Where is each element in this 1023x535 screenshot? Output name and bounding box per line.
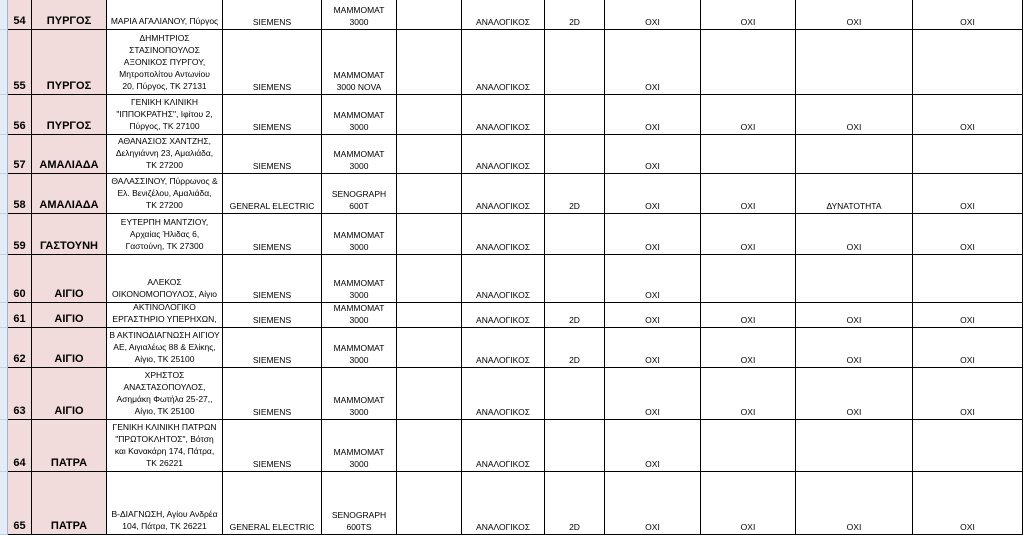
status-cell-1[interactable]: ΟΧΙ [605,214,701,255]
status-cell-4[interactable]: ΟΧΙ [913,368,1023,420]
row-header[interactable] [0,368,8,420]
model-cell[interactable]: MAMMOMAT 3000 [322,368,397,420]
row-number-cell[interactable]: 65 [8,472,32,535]
town-cell[interactable]: ΑΙΓΙΟ [32,255,107,303]
status-cell-3[interactable] [796,135,913,174]
status-cell-2[interactable] [701,30,796,95]
type-cell[interactable]: ΑΝΑΛΟΓΙΚΟΣ [462,303,545,328]
row-header[interactable] [0,95,8,135]
manufacturer-cell[interactable]: GENERAL ELECTRIC [223,174,322,214]
manufacturer-cell[interactable]: SIEMENS [223,255,322,303]
status-cell-4[interactable]: ΟΧΙ [913,214,1023,255]
lab-address-cell[interactable]: ΜΑΡΙΑ ΑΓΑΛΙΑΝΟΥ, Πύργος [107,0,223,30]
status-cell-3[interactable]: ΟΧΙ [796,95,913,135]
empty-cell[interactable] [397,0,462,30]
row-header[interactable] [0,303,8,328]
status-cell-4[interactable] [913,420,1023,472]
type-cell[interactable]: ΑΝΑΛΟΓΙΚΟΣ [462,328,545,368]
model-cell[interactable]: MAMMOMAT 3000 [322,255,397,303]
model-cell[interactable]: MAMMOMAT 3000 [322,214,397,255]
status-cell-1[interactable]: ΟΧΙ [605,420,701,472]
town-cell[interactable]: ΑΙΓΙΟ [32,368,107,420]
row-number-cell[interactable]: 58 [8,174,32,214]
manufacturer-cell[interactable]: SIEMENS [223,0,322,30]
status-cell-2[interactable]: ΟΧΙ [701,328,796,368]
empty-cell[interactable] [397,420,462,472]
status-cell-3[interactable] [796,420,913,472]
dimension-cell[interactable] [545,368,605,420]
status-cell-2[interactable]: ΟΧΙ [701,174,796,214]
type-cell[interactable]: ΑΝΑΛΟΓΙΚΟΣ [462,0,545,30]
dimension-cell[interactable]: 2D [545,328,605,368]
status-cell-3[interactable]: ΟΧΙ [796,303,913,328]
type-cell[interactable]: ΑΝΑΛΟΓΙΚΟΣ [462,95,545,135]
dimension-cell[interactable]: 2D [545,472,605,535]
row-number-cell[interactable]: 54 [8,0,32,30]
manufacturer-cell[interactable]: SIEMENS [223,303,322,328]
empty-cell[interactable] [397,255,462,303]
status-cell-4[interactable] [913,135,1023,174]
row-number-cell[interactable]: 61 [8,303,32,328]
lab-address-cell[interactable]: ΑΘΑΝΑΣΙΟΣ ΧΑΝΤΖΗΣ, Δεληγιάννη 23, Αμαλιάδα, ΤΚ 27200 [107,135,223,174]
dimension-cell[interactable]: 2D [545,174,605,214]
model-cell[interactable]: SENOGRAPH 600TS [322,472,397,535]
status-cell-4[interactable]: ΟΧΙ [913,95,1023,135]
status-cell-2[interactable] [701,135,796,174]
type-cell[interactable]: ΑΝΑΛΟΓΙΚΟΣ [462,255,545,303]
status-cell-1[interactable]: ΟΧΙ [605,95,701,135]
type-cell[interactable]: ΑΝΑΛΟΓΙΚΟΣ [462,30,545,95]
status-cell-4[interactable]: ΟΧΙ [913,174,1023,214]
row-header[interactable] [0,174,8,214]
row-number-cell[interactable]: 56 [8,95,32,135]
status-cell-4[interactable]: ΟΧΙ [913,0,1023,30]
status-cell-1[interactable]: ΟΧΙ [605,0,701,30]
status-cell-1[interactable]: ΟΧΙ [605,135,701,174]
dimension-cell[interactable] [545,135,605,174]
status-cell-2[interactable]: ΟΧΙ [701,472,796,535]
row-header[interactable] [0,214,8,255]
empty-cell[interactable] [397,303,462,328]
status-cell-3[interactable]: ΟΧΙ [796,214,913,255]
type-cell[interactable]: ΑΝΑΛΟΓΙΚΟΣ [462,135,545,174]
status-cell-1[interactable]: ΟΧΙ [605,328,701,368]
status-cell-2[interactable]: ΟΧΙ [701,214,796,255]
model-cell[interactable]: MAMMOMAT 3000 [322,135,397,174]
model-cell[interactable]: MAMMOMAT 3000 [322,328,397,368]
model-cell[interactable]: MAMMOMAT 3000 [322,303,397,328]
status-cell-2[interactable] [701,420,796,472]
lab-address-cell[interactable]: ΕΥΤΕΡΠΗ ΜΑΝΤΖΙΟΥ, Αρχαίας Ήλιδας 6, Γαστούνη, ΤΚ 27300 [107,214,223,255]
row-header[interactable] [0,0,8,30]
lab-address-cell[interactable]: ΔΗΜΗΤΡΙΟΣ ΣΤΑΣΙΝΟΠΟΥΛΟΣ ΑΞΟΝΙΚΟΣ ΠΥΡΓΟΥ, Μητροπολίτου Αντωνίου 20, Πύργος, ΤΚ 27131 [107,30,223,95]
manufacturer-cell[interactable]: SIEMENS [223,214,322,255]
town-cell[interactable]: ΠΑΤΡΑ [32,420,107,472]
row-header[interactable] [0,135,8,174]
model-cell[interactable]: MAMMOMAT 3000 [322,95,397,135]
town-cell[interactable]: ΑΜΑΛΙΑΔΑ [32,174,107,214]
lab-address-cell[interactable]: ΑΛΕΚΟΣ ΟΙΚΟΝΟΜΟΠΟΥΛΟΣ, Αίγιο [107,255,223,303]
status-cell-2[interactable] [701,255,796,303]
lab-address-cell[interactable]: ΧΡΗΣΤΟΣ ΑΝΑΣΤΑΣΟΠΟΥΛΟΣ, Ασημάκη Φωτήλα 25-27,, Αίγιο, ΤΚ 25100 [107,368,223,420]
manufacturer-cell[interactable]: SIEMENS [223,420,322,472]
town-cell[interactable]: ΑΙΓΙΟ [32,303,107,328]
town-cell[interactable]: ΠΥΡΓΟΣ [32,95,107,135]
status-cell-1[interactable]: ΟΧΙ [605,472,701,535]
empty-cell[interactable] [397,95,462,135]
dimension-cell[interactable] [545,95,605,135]
row-number-cell[interactable]: 57 [8,135,32,174]
empty-cell[interactable] [397,214,462,255]
dimension-cell[interactable] [545,30,605,95]
empty-cell[interactable] [397,30,462,95]
status-cell-2[interactable]: ΟΧΙ [701,303,796,328]
lab-address-cell[interactable]: Β-ΔΙΑΓΝΩΣΗ, Αγίου Ανδρέα 104, Πάτρα, ΤΚ 26221 [107,472,223,535]
type-cell[interactable]: ΑΝΑΛΟΓΙΚΟΣ [462,174,545,214]
town-cell[interactable]: ΑΙΓΙΟ [32,328,107,368]
empty-cell[interactable] [397,135,462,174]
manufacturer-cell[interactable]: SIEMENS [223,30,322,95]
row-header[interactable] [0,255,8,303]
lab-address-cell[interactable]: ΓΕΝΙΚΗ ΚΛΙΝΙΚΗ ΠΑΤΡΩΝ "ΠΡΩΤΟΚΛΗΤΟΣ", Βότση και Κανακάρη 174, Πάτρα, ΤΚ 26221 [107,420,223,472]
row-number-cell[interactable]: 60 [8,255,32,303]
empty-cell[interactable] [397,174,462,214]
status-cell-3[interactable]: ΟΧΙ [796,0,913,30]
row-number-cell[interactable]: 62 [8,328,32,368]
status-cell-4[interactable]: ΟΧΙ [913,303,1023,328]
manufacturer-cell[interactable]: SIEMENS [223,368,322,420]
town-cell[interactable]: ΠΥΡΓΟΣ [32,30,107,95]
status-cell-2[interactable]: ΟΧΙ [701,95,796,135]
lab-address-cell[interactable]: ΘΑΛΑΣΣΙΝΟΥ, Πύρρωνος & Ελ. Βενιζέλου, Αμαλιάδα, ΤΚ 27200 [107,174,223,214]
type-cell[interactable]: ΑΝΑΛΟΓΙΚΟΣ [462,420,545,472]
dimension-cell[interactable] [545,420,605,472]
status-cell-3[interactable]: ΟΧΙ [796,328,913,368]
lab-address-cell[interactable]: ΑΚΤΙΝΟΛΟΓΙΚΟ ΕΡΓΑΣΤΗΡΙΟ ΥΠΕΡΗΧΩΝ, [107,303,223,328]
empty-cell[interactable] [397,328,462,368]
empty-cell[interactable] [397,368,462,420]
row-header[interactable] [0,472,8,535]
status-cell-3[interactable]: ΟΧΙ [796,472,913,535]
status-cell-3[interactable] [796,30,913,95]
town-cell[interactable]: ΠΑΤΡΑ [32,472,107,535]
status-cell-4[interactable] [913,30,1023,95]
status-cell-2[interactable]: ΟΧΙ [701,0,796,30]
town-cell[interactable]: ΓΑΣΤΟΥΝΗ [32,214,107,255]
lab-address-cell[interactable]: ΓΕΝΙΚΗ ΚΛΙΝΙΚΗ "ΙΠΠΟΚΡΑΤΗΣ", Ιφίτου 2, Πύργος, ΤΚ 27100 [107,95,223,135]
row-number-cell[interactable]: 55 [8,30,32,95]
status-cell-1[interactable]: ΟΧΙ [605,30,701,95]
type-cell[interactable]: ΑΝΑΛΟΓΙΚΟΣ [462,214,545,255]
town-cell[interactable]: ΑΜΑΛΙΑΔΑ [32,135,107,174]
model-cell[interactable]: SENOGRAPH 600T [322,174,397,214]
status-cell-3[interactable] [796,255,913,303]
status-cell-1[interactable]: ΟΧΙ [605,303,701,328]
dimension-cell[interactable]: 2D [545,303,605,328]
row-header[interactable] [0,328,8,368]
status-cell-4[interactable] [913,255,1023,303]
type-cell[interactable]: ΑΝΑΛΟΓΙΚΟΣ [462,472,545,535]
row-header[interactable] [0,30,8,95]
town-cell[interactable]: ΠΥΡΓΟΣ [32,0,107,30]
type-cell[interactable]: ΑΝΑΛΟΓΙΚΟΣ [462,368,545,420]
dimension-cell[interactable] [545,255,605,303]
row-number-cell[interactable]: 59 [8,214,32,255]
manufacturer-cell[interactable]: GENERAL ELECTRIC [223,472,322,535]
manufacturer-cell[interactable]: SIEMENS [223,328,322,368]
model-cell[interactable]: MAMMOMAT 3000 [322,0,397,30]
empty-cell[interactable] [397,472,462,535]
status-cell-3[interactable]: ΟΧΙ [796,368,913,420]
model-cell[interactable]: MAMMOMAT 3000 [322,420,397,472]
status-cell-3[interactable]: ΔΥΝΑΤΟΤΗΤΑ [796,174,913,214]
manufacturer-cell[interactable]: SIEMENS [223,135,322,174]
row-number-cell[interactable]: 63 [8,368,32,420]
model-cell[interactable]: MAMMOMAT 3000 NOVA [322,30,397,95]
row-header[interactable] [0,420,8,472]
status-cell-1[interactable]: ΟΧΙ [605,368,701,420]
lab-address-cell[interactable]: Β ΑΚΤΙΝΟΔΙΑΓΝΩΣΗ ΑΙΓΙΟΥ ΑΕ, Αιγιαλέως 88 & Ελίκης, Αίγιο, ΤΚ 25100 [107,328,223,368]
dimension-cell[interactable] [545,214,605,255]
status-cell-4[interactable]: ΟΧΙ [913,472,1023,535]
manufacturer-cell[interactable]: SIEMENS [223,95,322,135]
status-cell-4[interactable]: ΟΧΙ [913,328,1023,368]
dimension-cell[interactable]: 2D [545,0,605,30]
status-cell-2[interactable]: ΟΧΙ [701,368,796,420]
status-cell-1[interactable]: ΟΧΙ [605,174,701,214]
status-cell-1[interactable]: ΟΧΙ [605,255,701,303]
row-number-cell[interactable]: 64 [8,420,32,472]
